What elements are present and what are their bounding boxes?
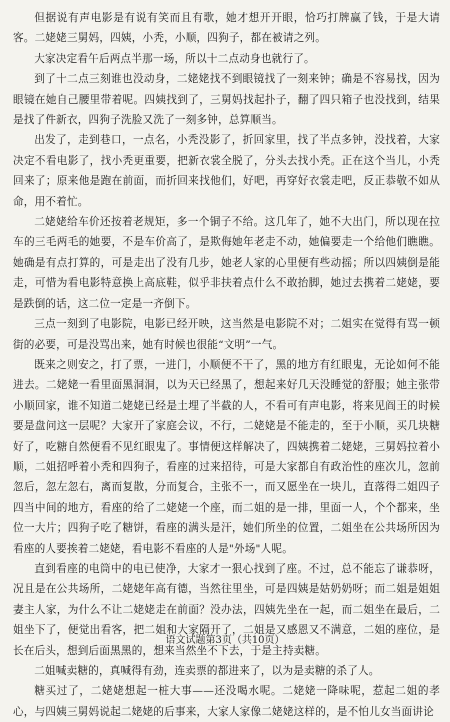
paragraph-8: 直到看座的电筒中的电已使净，大家才一狠心找到了座。不过，总不能忘了谦恭呀，况且是在公共场所，二姥姥年高有德，当然往里坐，可是四姨是姑奶奶呀；而二姐是姐姐妻主人家，为什么不让二姥姥走在前面？没办法，四姨先坐在一起，而二姐坐在最后，二姐坐下了，便觉出看客，把二姐和大家隔开了，二姐是又感恩又不满意，二姐的座位，是长在后头，想到后面黑黑的，想来当然坐不下去，于是主持卖糖。 [13,562,440,657]
paragraph-2: 大家决定看午后两点半那一场，所以十二点动身也就行了。 [34,52,315,65]
paragraph-6: 三点一刻到了电影院，电影已经开映，这当然是电影院不对；二姐实在觉得有骂一顿街的必要，可是没骂出来，她有时候也很能“文明”一气。 [13,318,440,351]
page-footer: 语文试题第3页（共10页） [165,635,285,646]
paragraph-9: 二姐喊卖糖的，真喊得有劲，连卖票的都进来了，以为是卖糖的杀了人。 [34,665,380,677]
paragraph-10: 糖买过了，二姥姥想起一桩大事——还没喝水呢。二姥姥一降味呢，惹起二姐的孝心，与四姨三舅妈说起二姥姥的后事来，大家人家像二姥姥这样的，是不怕儿女当面讲论 [13,685,440,718]
paragraph-5: 二姥姥给车价还按着老规矩，多一个铜子不给。这几年了，她不大出门，所以现在拉车的三毛两毛的她要，不是车价高了，是欺侮她年老走不动，她偏要走一个给他们瞧瞧。她确是有点打算的，可是走出了没有几步，她老人家的心里便有些动摇；所以四姨倒是能走，可惜为看电影特意换上高底鞋，似乎非扶着点什么不敢抬脚，她过去携着二姥姥，要是跌倒的话，这二位一定是一齐倒下。 [13,216,440,310]
paragraph-1: 但据说有声电影是有说有笑而且有歌，她才想开开眼，恰巧打牌赢了钱，于是大请客。二姥姥三舅妈，四姨，小秃，小顺，四狗子，都在被请之列。 [13,12,440,45]
paragraph-7: 既来之则安之，打了票，一进门，小顺便不干了，黑的地方有红眼鬼，无论如何不能进去。二姥姥一看里面黑洞洞，以为天已经黑了，想起来好几天没睡觉的舒服；她主张带小顺回家，谁不知道二姥姥已经是土埋了半截的人，不看可有声电影，将来见阎王的时候要是盘问这一层呢？大家开了家庭会议，不行，二姥姥是不能走的，至于小顺，买几块糖好了，吃糖自然便看不见红眼鬼了。事情便这样解决了，四姨携着二姥姥，三舅妈拉着小顺，二姐招呼着小秃和四狗子，看座的过来招待，可是大家都自有政治性的座次儿，忽前忽后，忽左忽右，离而复散，分而复合，主张不一，而又愿坐在一块儿，直落得二姐四子四当中间的地方，看座的给了二姥姥一个座，而二姐的是一排，里面一人，个个都来，坐位一大片；四狗子吃了糖饼，看座的满头是汗，她们所坐的位置，二姐坐在公共场所因为看座的人要挨着二姥姥，看电影不看座的人是"外场"人呢。 [13,358,440,555]
paragraph-4: 出发了，走到巷口，一点名，小秃没影了，折回家里，找了半点多钟，没找着，大家决定不看电影了，找小秃更重要，把新衣裳全脱了，分头去找小秃。正在这个当儿，小秃回来了；原来他是跑在前面，而折回来找他们，好吧，再穿好衣裳走吧，反正恭敬不如从命，用不着忙。 [13,134,440,208]
paragraph-3: 到了十二点三刻谁也没动身，二姥姥找不到眼镜找了一刻来钟；确是不容易找，因为眼镜在她自己腰里带着呢。四姨找到了，三舅妈找起扑子，翻了四只箱子也没找到，结果是找了件新衣，四狗子洗脸又洗了一刻多钟，总算顺当。 [13,73,440,127]
